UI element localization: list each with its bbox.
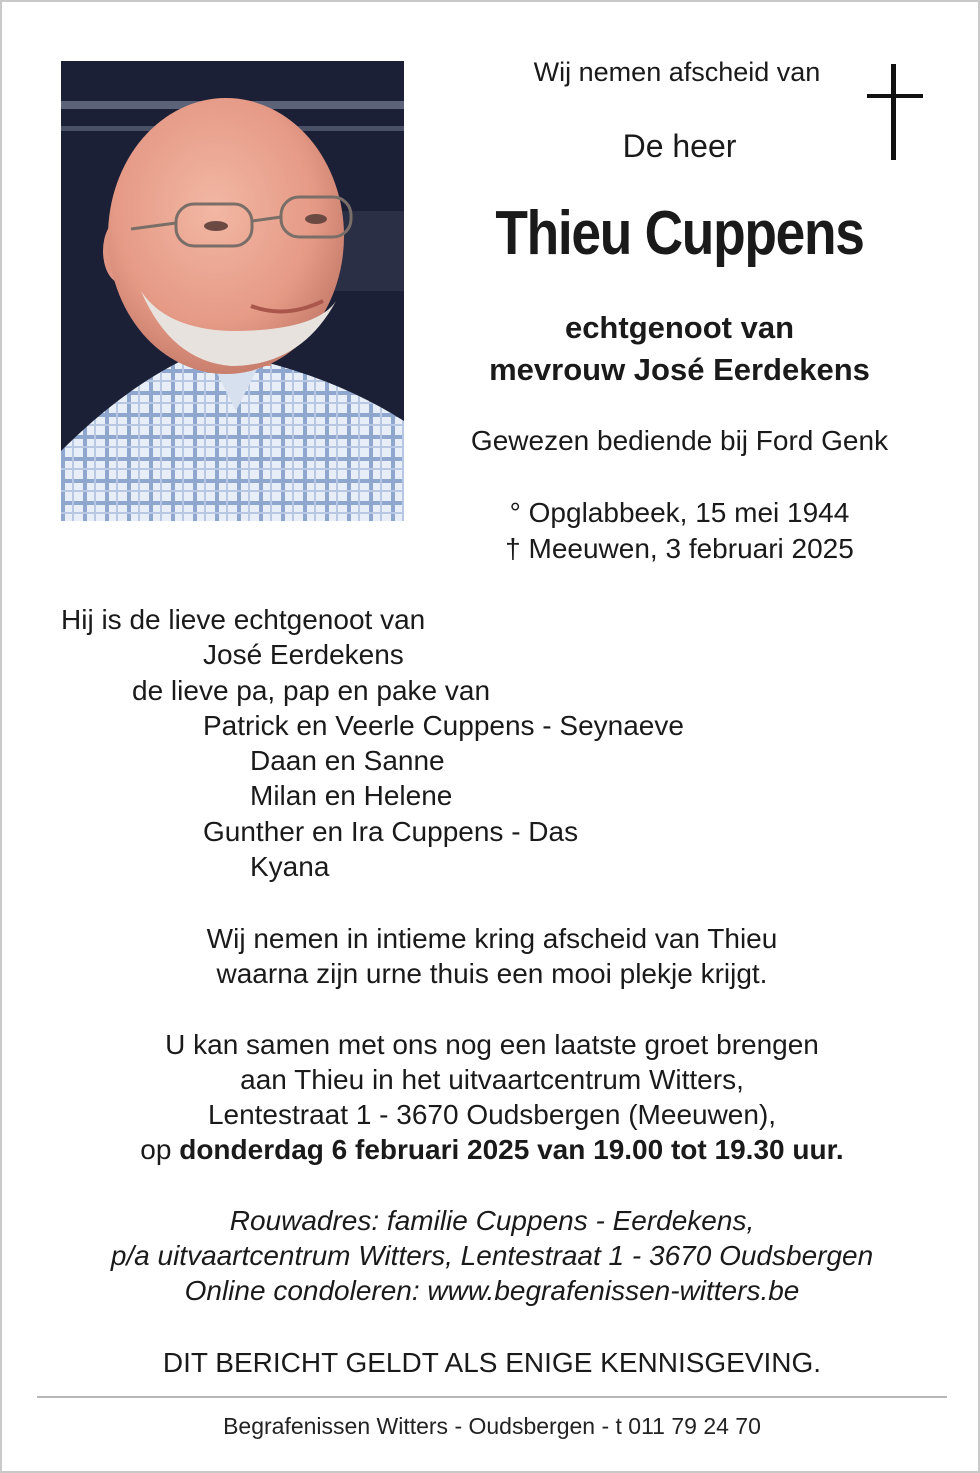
farewell-line: waarna zijn urne thuis een mooi plekje krijgt. xyxy=(216,958,768,989)
life-dates xyxy=(432,495,927,567)
farewell-text xyxy=(2,921,980,991)
occupation: Gewezen bediende bij Ford Genk xyxy=(470,425,889,456)
notice-text: DIT BERICHT GELDT ALS ENIGE KENNISGEVING. xyxy=(162,1347,822,1378)
address-line: p/a uitvaartcentrum Witters, Lentestraat 1 - 3670 Oudsbergen xyxy=(110,1240,874,1271)
title-prefix: De heer xyxy=(622,128,737,164)
visit-line xyxy=(2,1132,980,1167)
family-line: Daan en Sanne xyxy=(250,745,445,777)
family-line: Kyana xyxy=(250,851,330,883)
farewell-line: Wij nemen in intieme kring afscheid van Thieu xyxy=(206,923,778,954)
deceased-name: Thieu Cuppens xyxy=(495,199,864,268)
visit-prefix: op xyxy=(140,1134,180,1165)
family-line: Hij is de lieve echtgenoot van xyxy=(61,604,426,635)
family-list xyxy=(61,602,684,884)
mourning-address xyxy=(2,1203,980,1308)
family-line: Gunther en Ira Cuppens - Das xyxy=(203,815,579,847)
visit-line: aan Thieu in het uitvaartcentrum Witters, xyxy=(240,1064,744,1095)
birth-date: ° Opglabbeek, 15 mei 1944 xyxy=(509,497,850,528)
family-line: Milan en Helene xyxy=(250,780,453,812)
address-line: Rouwadres: familie Cuppens - Eerdekens, xyxy=(229,1205,755,1236)
death-date: † Meeuwen, 3 februari 2025 xyxy=(505,533,854,564)
divider xyxy=(37,1396,947,1398)
spouse-line-1: echtgenoot van xyxy=(564,310,795,345)
family-line: Patrick en Veerle Cuppens - Seynaeve xyxy=(203,709,684,741)
family-line: de lieve pa, pap en pake van xyxy=(132,674,491,706)
visit-datetime: donderdag 6 februari 2025 van 19.00 tot 19.30 uur. xyxy=(179,1134,844,1165)
visit-line: U kan samen met ons nog een laatste groet brengen xyxy=(165,1029,819,1060)
portrait-illustration xyxy=(61,61,404,521)
family-line: José Eerdekens xyxy=(203,639,404,671)
visit-text xyxy=(2,1027,980,1167)
footer-text: Begrafenissen Witters - Oudsbergen - t 011 79 24 70 xyxy=(223,1413,761,1439)
condolence-link[interactable]: Online condoleren: www.begrafenissen-witters.be xyxy=(184,1275,800,1306)
spouse-block xyxy=(432,307,927,391)
intro-text: Wij nemen afscheid van xyxy=(533,57,821,87)
visit-line: Lentestraat 1 - 3670 Oudsbergen (Meeuwen), xyxy=(207,1099,777,1130)
portrait-photo xyxy=(61,61,404,521)
spouse-line-2: mevrouw José Eerdekens xyxy=(489,352,870,387)
